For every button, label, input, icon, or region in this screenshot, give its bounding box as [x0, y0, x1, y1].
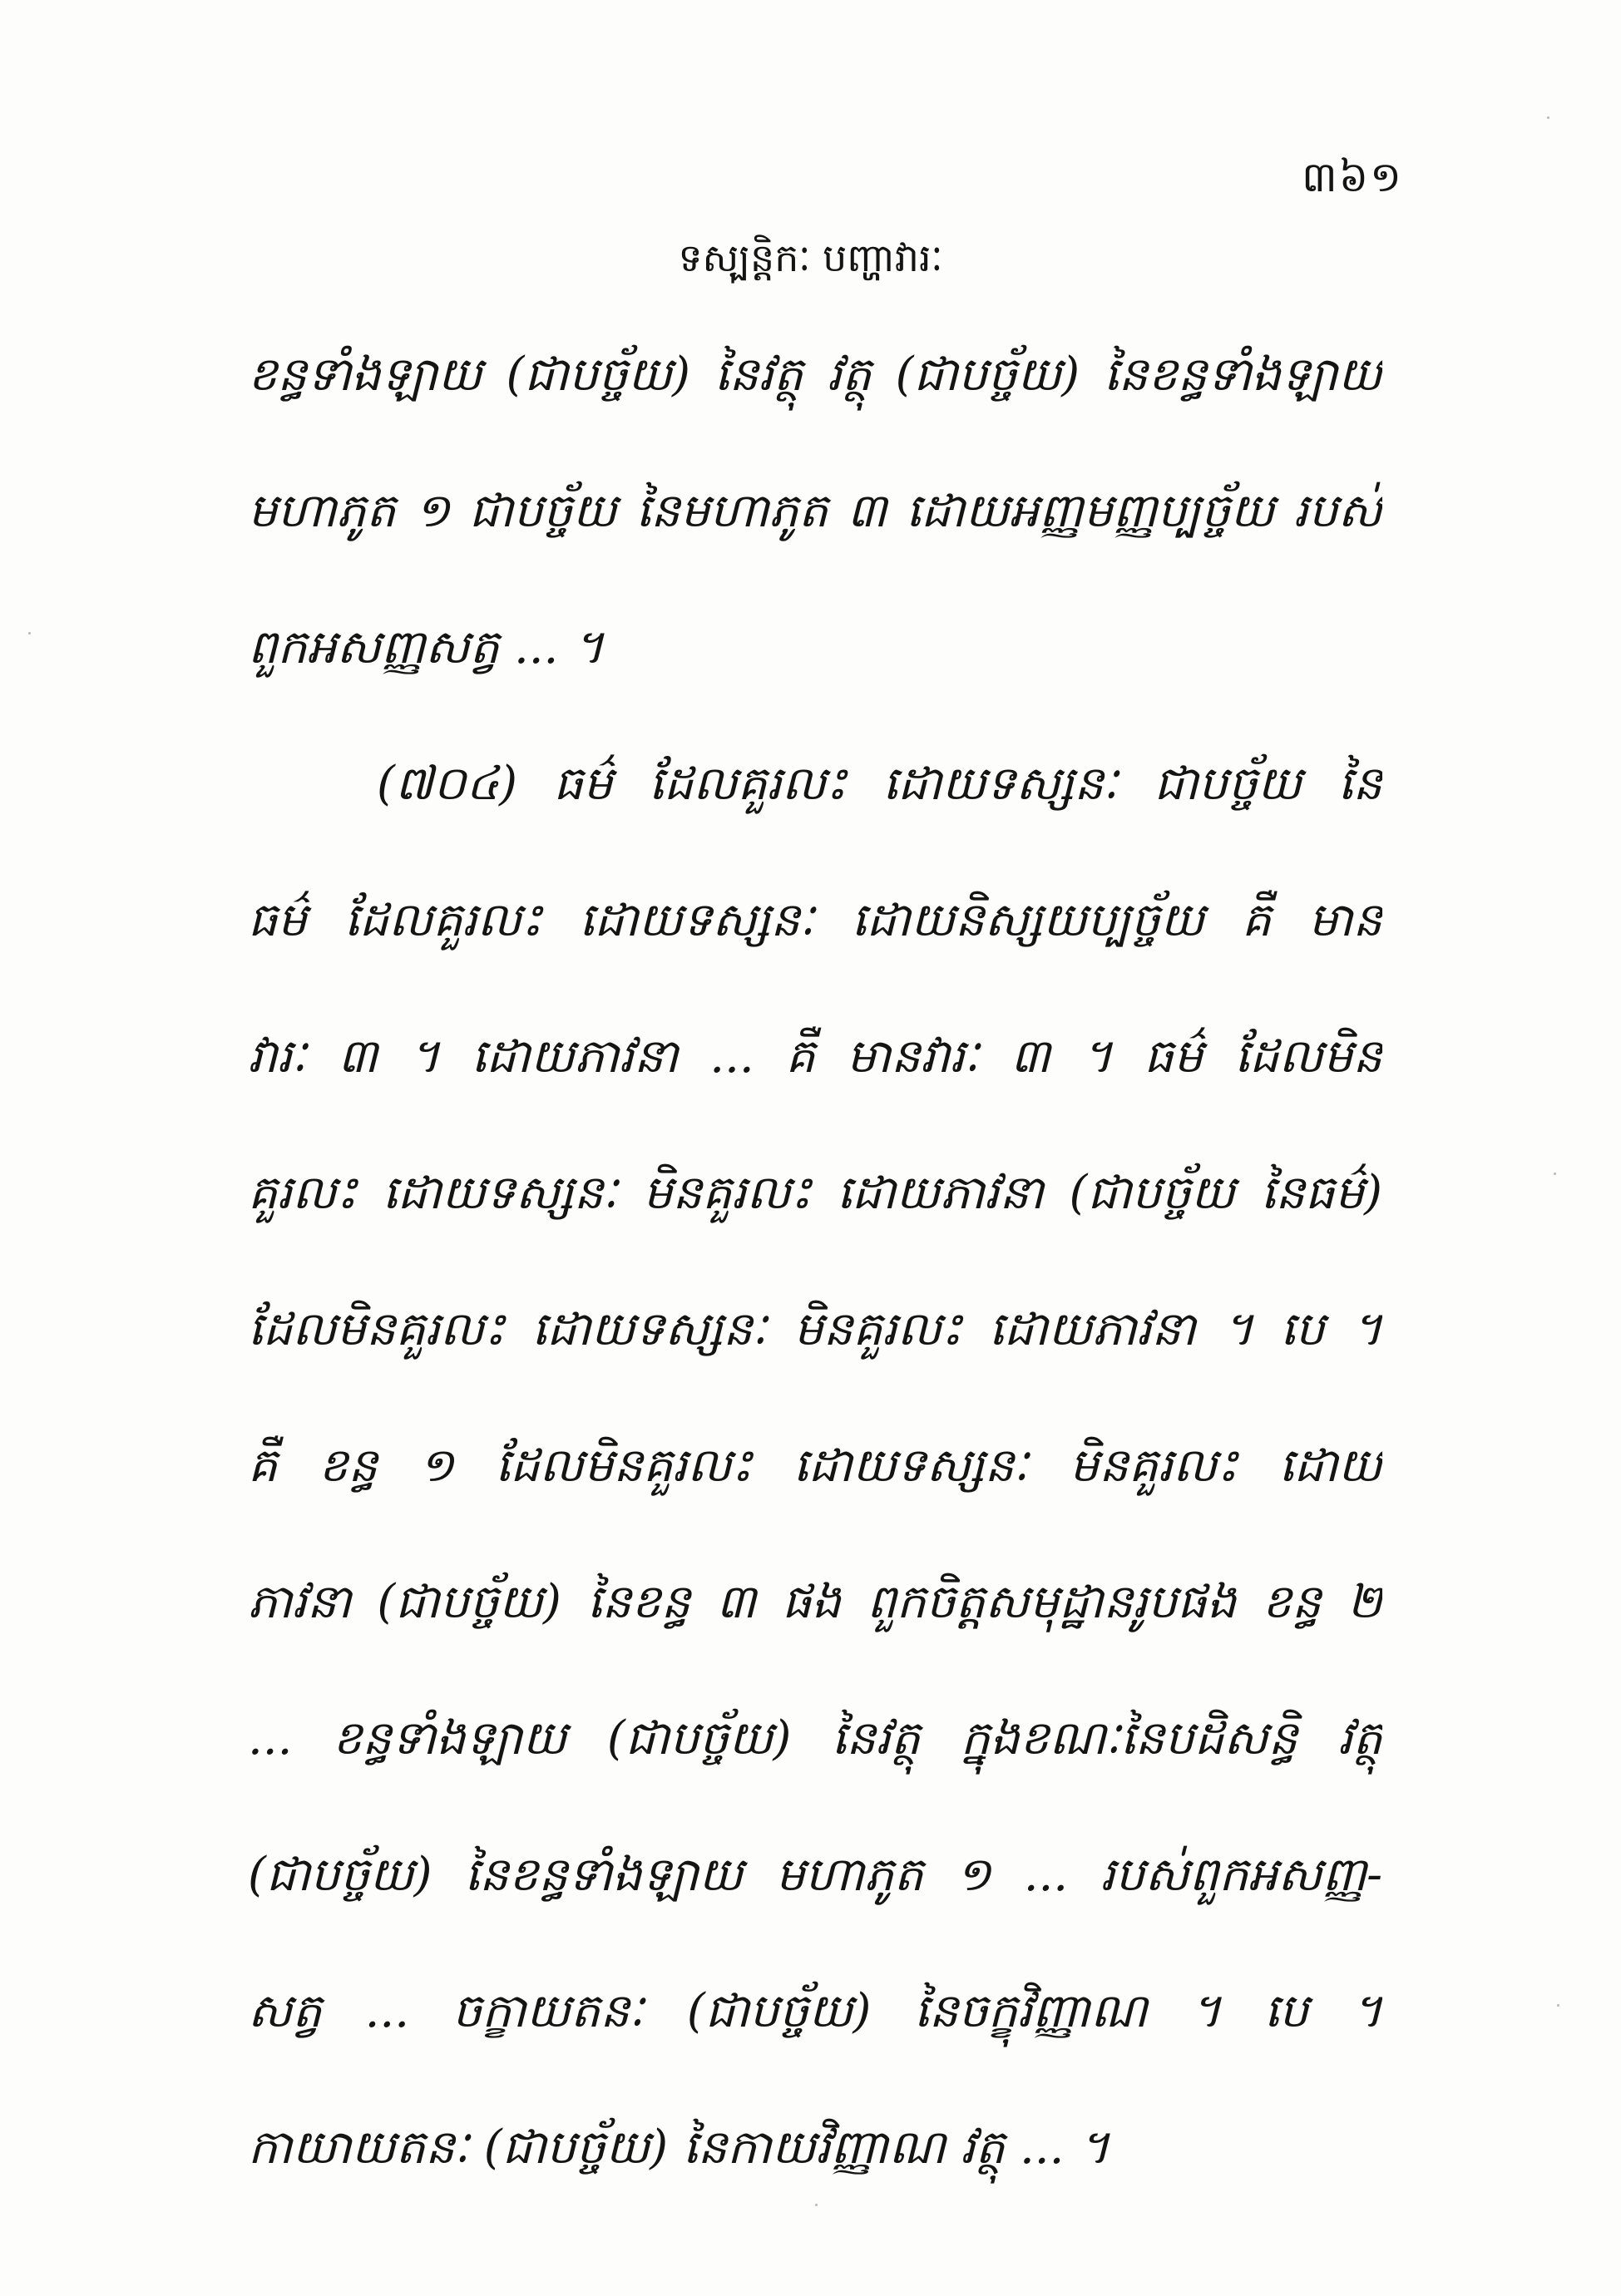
text-line: គឺ ខន្ធ ១ ដែលមិនគួរលះ ដោយទស្សនៈ មិនគួរលះ ដោយ: [248, 1439, 1382, 1493]
scan-speck: [28, 632, 31, 634]
text-line: ខន្ធទាំងឡាយ (ជាបច្ច័យ) នៃវត្ថុ វត្ថុ (ជាបច្ច័យ) នៃខន្ធទាំងឡាយ: [248, 348, 1382, 402]
scan-speck: [815, 2204, 818, 2206]
text-line: ... ខន្ធទាំងឡាយ (ជាបច្ច័យ) នៃវត្ថុ ក្នុងខណៈនៃបដិសន្ធិ វត្ថុ: [248, 1711, 1382, 1765]
text-line: ដែលមិនគួរលះ ដោយទស្សនៈ មិនគួរលះ ដោយភាវនា ។ បេ ។: [248, 1302, 1382, 1356]
text-line: គួរលះ ដោយទស្សនៈ មិនគួរលះ ដោយភាវនា (ជាបច្ច័យ នៃធម៌): [248, 1166, 1382, 1220]
text-line: (ជាបច្ច័យ) នៃខន្ធទាំងឡាយ មហាភូត ១ ... របស់ពួកអសញ្ញ-: [248, 1848, 1382, 1902]
text-line: ធម៌ ដែលគួរលះ ដោយទស្សនៈ ដោយនិស្សយប្បច្ច័យ គឺ មាន: [248, 893, 1382, 947]
paragraph-first-line: (៧០៤) ធម៌ ដែលគួរលះ ដោយទស្សនៈ ជាបច្ច័យ នៃ: [377, 757, 1382, 811]
body-text: [248, 328, 1382, 2238]
text-line: មហាភូត ១ ជាបច្ច័យ នៃមហាភូត ៣ ដោយអញ្ញមញ្ញប្បច្ច័យ របស់: [248, 484, 1382, 538]
text-line: ពួកអសញ្ញសត្វ ... ។: [248, 620, 605, 674]
text-line: កាយាយតនៈ (ជាបច្ច័យ) នៃកាយវិញ្ញាណ វត្ថុ ... ។: [248, 2121, 1110, 2175]
scan-speck: [1547, 116, 1549, 119]
text-line: ភាវនា (ជាបច្ច័យ) នៃខន្ធ ៣ ផង ពួកចិត្តសមុដ្ឋានរូបផង ខន្ធ ២: [248, 1575, 1382, 1629]
page-number: ៣៦១: [1302, 153, 1403, 201]
text-line: សត្វ ... ចក្ខាយតនៈ (ជាបច្ច័យ) នៃចក្ខុវិញ្ញាណ ។ បេ ។: [248, 1984, 1382, 2038]
scan-speck: [1557, 2004, 1559, 2007]
text-line: វារៈ ៣ ។ ដោយភាវនា ... គឺ មានវារៈ ៣ ។ ធម៌ ដែលមិន: [248, 1029, 1382, 1084]
scan-speck: [1554, 1173, 1556, 1175]
running-header: ទសុ្បន្តិកៈ បញ្ហាវារៈ: [678, 235, 943, 280]
